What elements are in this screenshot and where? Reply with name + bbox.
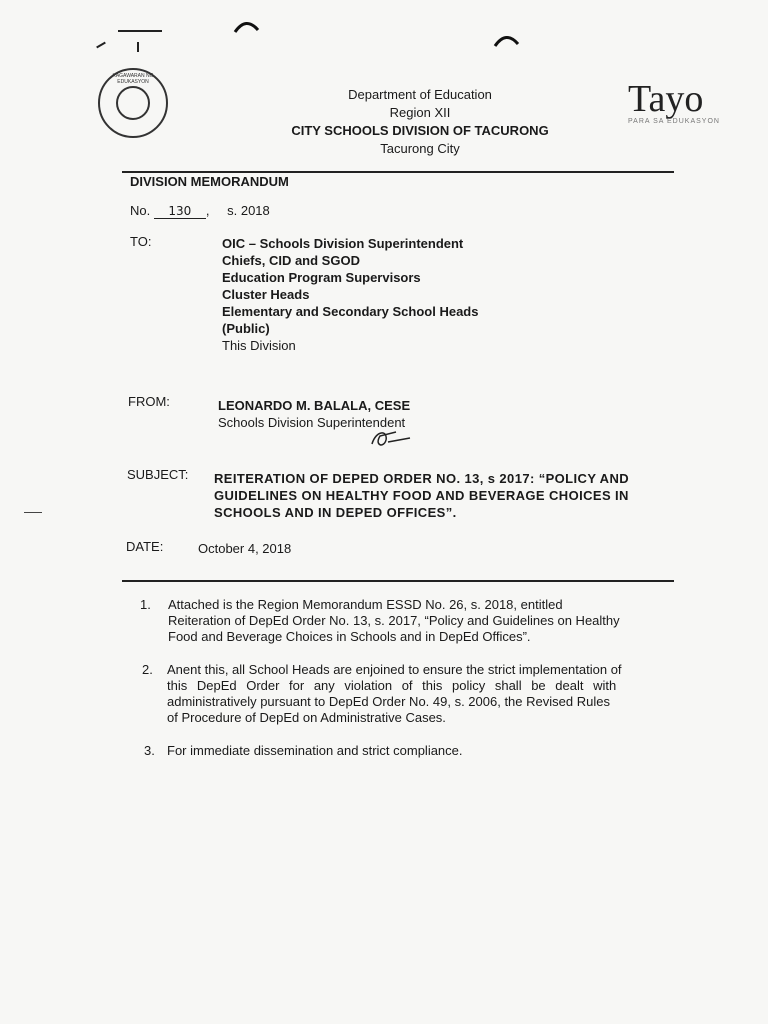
from-position: Schools Division Superintendent <box>218 415 406 430</box>
to-label: TO: <box>130 234 152 249</box>
subject-line: SCHOOLS AND IN DEPED OFFICES”. <box>214 505 457 520</box>
date-label: DATE: <box>126 539 164 554</box>
item-number: 3. <box>144 743 155 758</box>
item-line: For immediate dissemination and strict compliance. <box>167 743 463 758</box>
item-line: Attached is the Region Memorandum ESSD No. 26, s. 2018, entitled <box>168 597 563 612</box>
to-line: This Division <box>222 338 296 353</box>
department-name: Department of Education <box>348 87 492 102</box>
region-name: Region XII <box>389 105 451 120</box>
date-value: October 4, 2018 <box>198 541 292 556</box>
scan-mark <box>137 42 139 52</box>
seal-shield-icon <box>116 86 150 120</box>
seal-label: KAGAWARAN NG EDUKASYON <box>112 73 154 85</box>
item-line: Anent this, all School Heads are enjoined to ensure the strict implementation of <box>167 662 622 677</box>
from-name: LEONARDO M. BALALA, CESE <box>218 398 411 413</box>
memo-number-comma: , <box>205 203 210 218</box>
to-line: Cluster Heads <box>222 287 310 302</box>
item-line: this DepEd Order for any violation of this policy shall be dealt with <box>167 678 617 693</box>
item-line: administratively pursuant to DepEd Order No. 49, s. 2006, the Revised Rules <box>167 694 610 709</box>
tayo-logo-text: Tayo <box>628 78 704 120</box>
hole-punch-mark <box>492 30 522 50</box>
scan-mark <box>118 30 162 32</box>
to-line: Education Program Supervisors <box>222 270 421 285</box>
hole-punch-mark <box>232 16 262 36</box>
from-block <box>218 397 478 431</box>
list-item <box>140 662 680 726</box>
signature-mark <box>366 424 416 452</box>
to-recipients <box>222 235 542 354</box>
scan-mark <box>24 512 42 513</box>
subject-label: SUBJECT: <box>127 467 189 482</box>
tayo-logo <box>628 80 724 125</box>
from-label: FROM: <box>128 394 170 409</box>
letterhead <box>230 86 610 158</box>
item-number: 2. <box>142 662 153 677</box>
subject-line: GUIDELINES ON HEALTHY FOOD AND BEVERAGE CHOICES IN <box>214 488 629 503</box>
to-line: (Public) <box>222 321 270 336</box>
list-item <box>140 597 680 645</box>
header-rule <box>122 171 674 173</box>
to-line: Elementary and Secondary School Heads <box>222 304 479 319</box>
subject-text <box>214 470 684 521</box>
list-item <box>140 743 680 759</box>
division-name: CITY SCHOOLS DIVISION OF TACURONG <box>291 123 549 138</box>
city-name: Tacurong City <box>380 141 460 156</box>
item-number: 1. <box>140 597 151 612</box>
item-text <box>167 662 680 726</box>
item-text <box>167 743 680 759</box>
tayo-logo-subtext: PARA SA EDUKASYON <box>628 118 720 125</box>
body-list <box>140 597 680 759</box>
memo-title: DIVISION MEMORANDUM <box>130 174 289 189</box>
memo-number-prefix: No. <box>130 203 151 218</box>
memo-number-row <box>130 203 430 219</box>
item-line: of Procedure of DepEd on Administrative Cases. <box>167 710 446 725</box>
item-text <box>168 597 680 645</box>
item-line: Reiteration of DepEd Order No. 13, s. 2017, “Policy and Guidelines on Healthy <box>168 613 620 628</box>
body-rule <box>122 580 674 582</box>
to-line: OIC – Schools Division Superintendent <box>222 236 464 251</box>
memo-series: s. 2018 <box>227 203 270 218</box>
to-line: Chiefs, CID and SGOD <box>222 253 360 268</box>
deped-seal-logo <box>98 68 168 138</box>
subject-line: REITERATION OF DEPED ORDER NO. 13, s 2017: “POLICY AND <box>214 471 630 486</box>
memo-number: 130 <box>154 204 206 219</box>
scan-mark <box>96 42 106 49</box>
item-line: Food and Beverage Choices in Schools and in DepEd Offices”. <box>168 629 531 644</box>
